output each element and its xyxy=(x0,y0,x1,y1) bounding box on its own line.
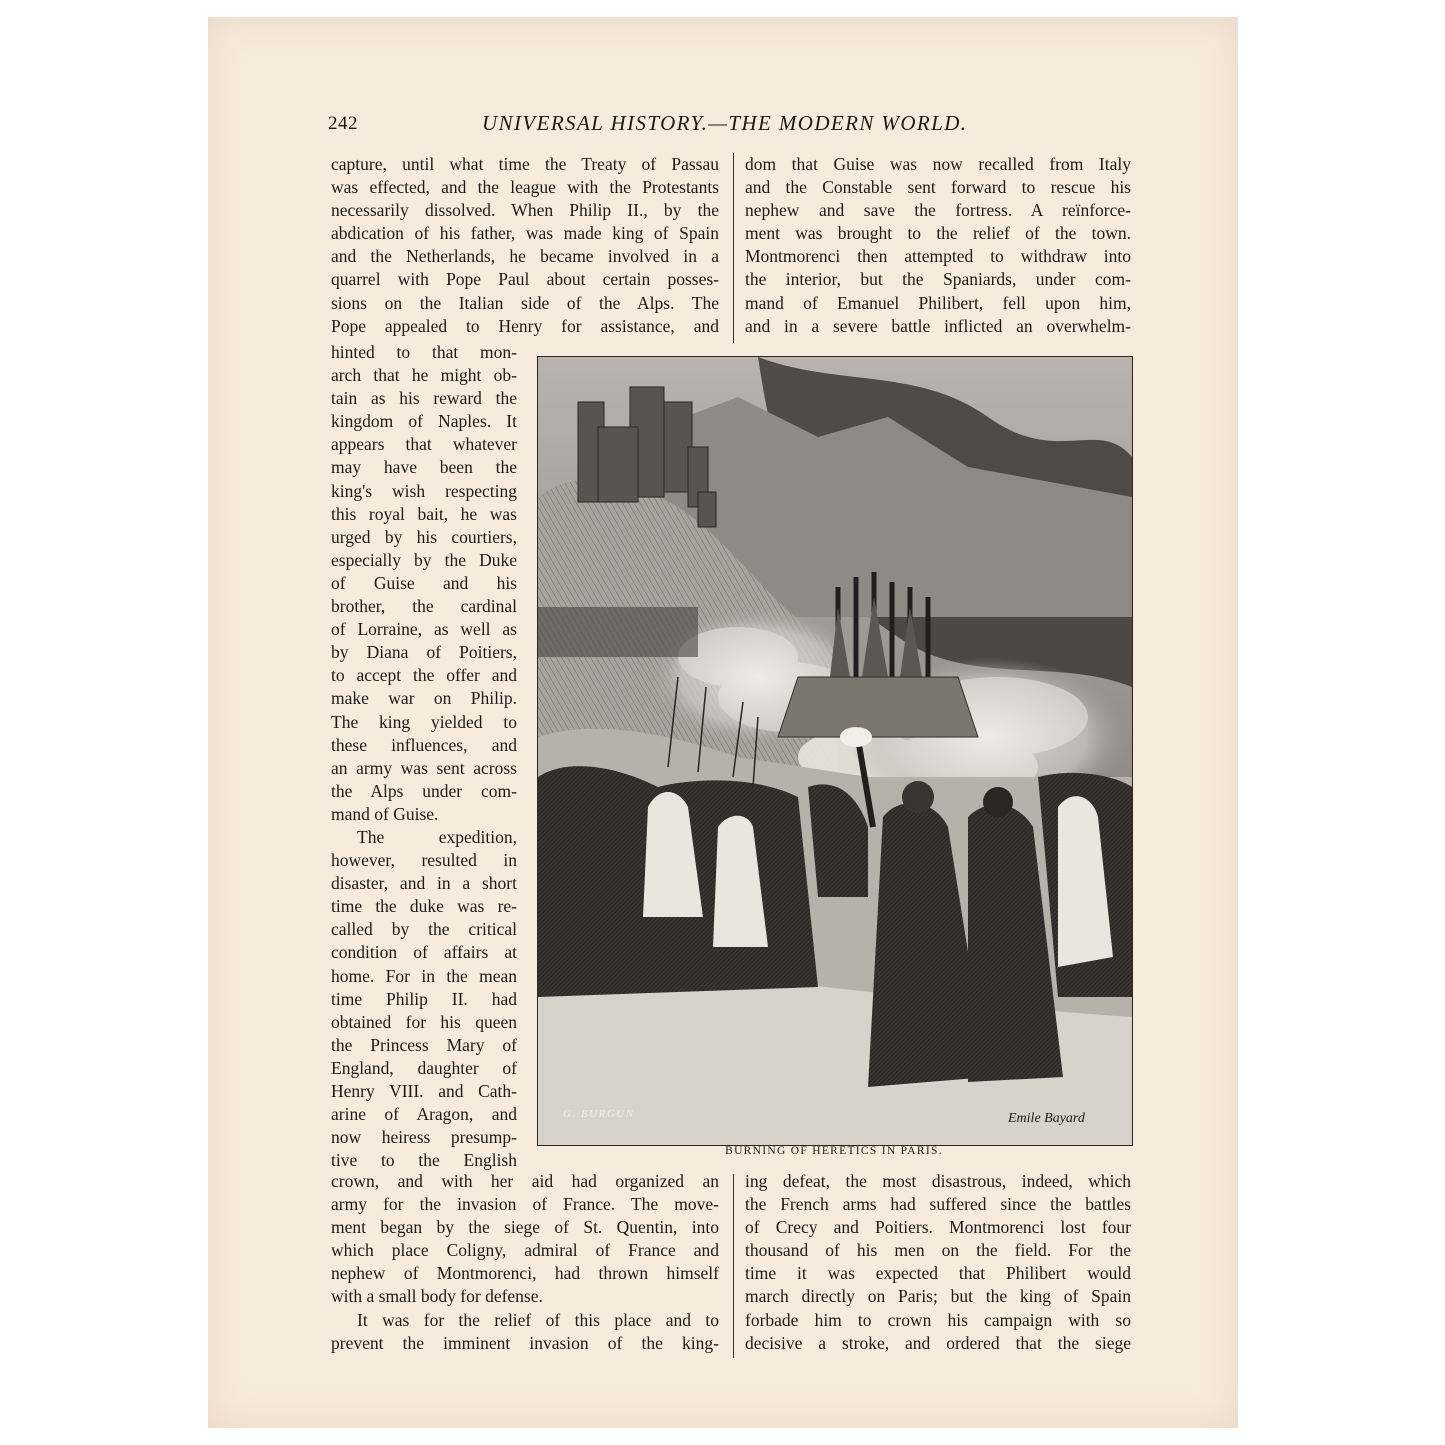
text-line: the French arms had suffered since the battles xyxy=(745,1194,1131,1215)
text-line: ment began by the siege of St. Quentin, into xyxy=(331,1217,719,1238)
text-line: abdication of his father, was made king of Spain xyxy=(331,223,719,244)
engraving-artwork xyxy=(538,357,1132,1145)
page-number: 242 xyxy=(328,113,358,134)
text-line: arch that he might ob- xyxy=(331,365,517,386)
text-line: England, daughter of xyxy=(331,1057,517,1078)
text-line: capture, until what time the Treaty of Passau xyxy=(331,154,719,174)
text-line: especially by the Duke xyxy=(331,549,517,570)
text-line: Montmorenci then attempted to withdraw into xyxy=(745,246,1131,267)
text-line: of Guise and his xyxy=(331,572,517,593)
narrow-column xyxy=(331,341,517,1172)
text-line: mand of Emanuel Philibert, fell upon him, xyxy=(745,292,1131,313)
text-line: time Philip II. had xyxy=(331,988,517,1009)
text-line: crown, and with her aid had organized an xyxy=(331,1171,719,1191)
artist-signature-right: Emile Bayard xyxy=(1008,1111,1085,1126)
text-line: nephew of Montmorenci, had thrown himself xyxy=(331,1263,719,1284)
text-line: tive to the English xyxy=(331,1150,517,1171)
right-column-top xyxy=(745,153,1131,338)
text-line: and the Constable sent forward to rescue his xyxy=(745,177,1131,198)
text-line: make war on Philip. xyxy=(331,688,517,709)
artist-signature-left: G. BURGUN xyxy=(563,1108,635,1120)
text-line: forbade him to crown his campaign with so xyxy=(745,1309,1131,1330)
text-line: king's wish respecting xyxy=(331,480,517,501)
illustration-caption: BURNING OF HERETICS IN PARIS. xyxy=(725,1145,943,1157)
text-line: of Lorraine, as well as xyxy=(331,619,517,640)
text-line: condition of affairs at xyxy=(331,942,517,963)
text-line: sions on the Italian side of the Alps. The xyxy=(331,292,719,313)
text-line: necessarily dissolved. When Philip II., by the xyxy=(331,200,719,221)
text-line: quarrel with Pope Paul about certain posses- xyxy=(331,269,719,290)
left-column-top xyxy=(331,153,719,338)
text-line: to accept the offer and xyxy=(331,665,517,686)
text-line: ment was brought to the relief of the town. xyxy=(745,223,1131,244)
text-line: Pope appealed to Henry for assistance, and xyxy=(331,315,719,336)
text-line: and the Netherlands, he became involved in a xyxy=(331,246,719,267)
text-line: the interior, but the Spaniards, under com- xyxy=(745,269,1131,290)
engraving-illustration xyxy=(537,356,1133,1146)
text-line: kingdom of Naples. It xyxy=(331,411,517,432)
text-line: prevent the imminent invasion of the king- xyxy=(331,1332,719,1353)
text-line: decisive a stroke, and ordered that the siege xyxy=(745,1332,1131,1353)
text-line: the Alps under com- xyxy=(331,780,517,801)
text-line: ing defeat, the most disastrous, indeed, which xyxy=(745,1171,1131,1191)
text-line: time it was expected that Philibert would xyxy=(745,1263,1131,1284)
text-line: thousand of his men on the field. For the xyxy=(745,1240,1131,1261)
text-line: by Diana of Poitiers, xyxy=(331,642,517,663)
text-line: disaster, and in a short xyxy=(331,873,517,894)
text-line: Henry VIII. and Cath- xyxy=(331,1081,517,1101)
text-line: however, resulted in xyxy=(331,850,517,871)
text-line: army for the invasion of France. The move- xyxy=(331,1194,719,1215)
text-line: and in a severe battle inflicted an overwhelm- xyxy=(745,315,1131,336)
column-rule-bottom xyxy=(733,1174,734,1358)
text-line: arine of Aragon, and xyxy=(331,1104,517,1125)
text-line: home. For in the mean xyxy=(331,965,517,986)
text-line: brother, the cardinal xyxy=(331,596,517,617)
text-line: appears that whatever xyxy=(331,434,517,455)
text-line: may have been the xyxy=(331,457,517,478)
text-line: with a small body for defense. xyxy=(331,1286,543,1307)
text-line: march directly on Paris; but the king of Spain xyxy=(745,1286,1131,1307)
text-line: mand of Guise. xyxy=(331,803,439,824)
text-line: The expedition, xyxy=(357,826,517,847)
text-line: these influences, and xyxy=(331,734,517,755)
right-column-bottom xyxy=(745,1170,1131,1355)
text-line: The king yielded to xyxy=(331,711,517,732)
text-line: hinted to that mon- xyxy=(331,342,517,362)
text-line: time the duke was re- xyxy=(331,896,517,917)
left-column-bottom xyxy=(331,1170,719,1355)
text-line: this royal bait, he was xyxy=(331,503,517,524)
text-line: urged by his courtiers, xyxy=(331,526,517,547)
text-line: It was for the relief of this place and to xyxy=(357,1309,719,1330)
text-line: an army was sent across xyxy=(331,757,517,778)
text-line: now heiress presump- xyxy=(331,1127,517,1148)
text-line: tain as his reward the xyxy=(331,388,517,409)
column-rule-top xyxy=(733,153,734,343)
text-line: nephew and save the fortress. A reïnforce- xyxy=(745,200,1131,221)
text-line: which place Coligny, admiral of France and xyxy=(331,1240,719,1261)
text-line: was effected, and the league with the Protestants xyxy=(331,177,719,198)
text-line: the Princess Mary of xyxy=(331,1034,517,1055)
text-line: called by the critical xyxy=(331,919,517,940)
text-line: obtained for his queen xyxy=(331,1011,517,1032)
text-line: dom that Guise was now recalled from Italy xyxy=(745,154,1131,174)
running-title: UNIVERSAL HISTORY.—THE MODERN WORLD. xyxy=(482,111,968,135)
text-line: of Crecy and Poitiers. Montmorenci lost four xyxy=(745,1217,1131,1238)
